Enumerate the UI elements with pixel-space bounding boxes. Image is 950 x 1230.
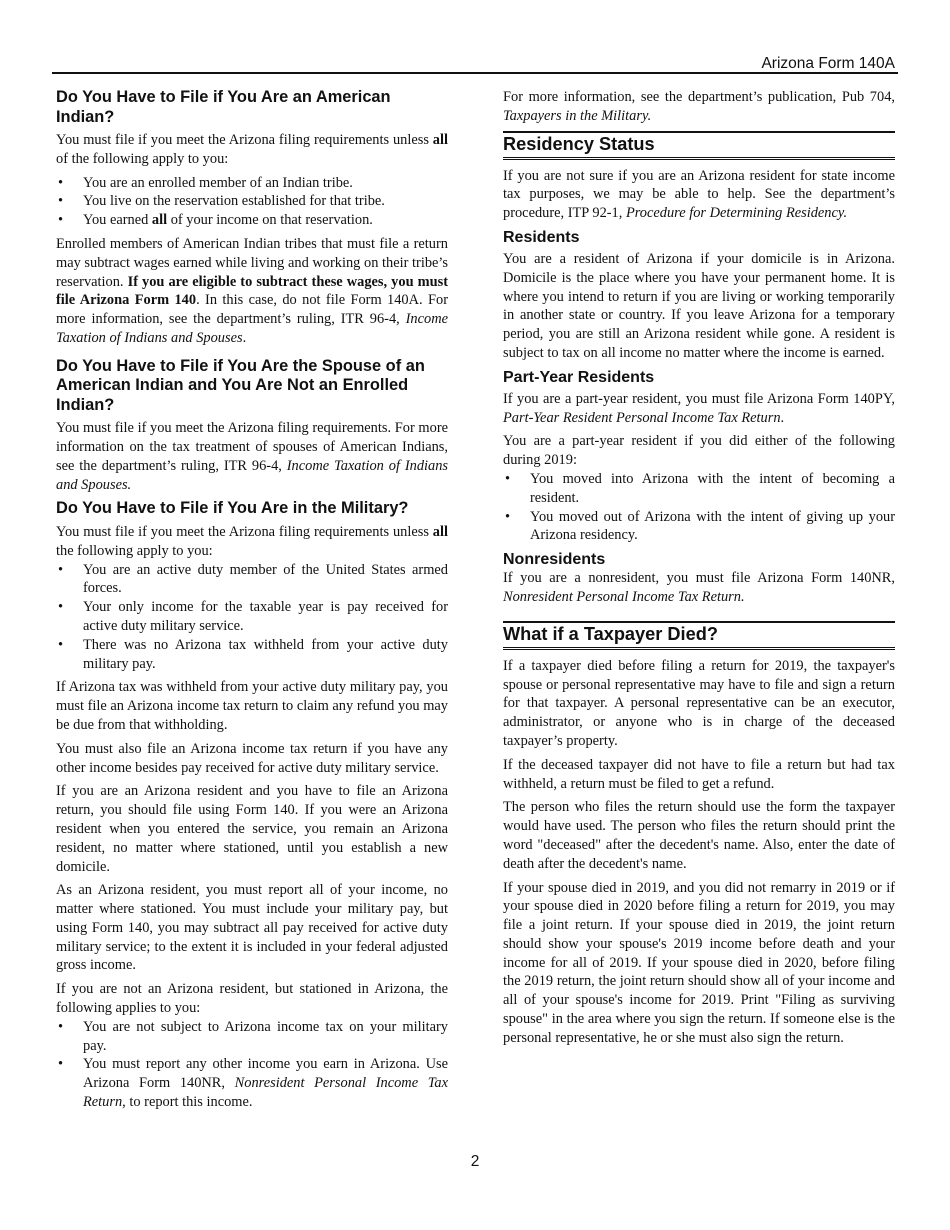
right-column: [503, 88, 895, 1053]
list-item: • You must report any other income you earn in Arizona. Use Arizona Form 140NR, Nonresident Personal Income Tax Return, to report this income.: [56, 1055, 448, 1111]
list-item: • You earned all of your income on that reservation.: [56, 211, 448, 230]
residents-paragraph: You are a resident of Arizona if your domicile is in Arizona. Domicile is the place where you have your permanent home. It is where you intend to return if you are living or working temporarily in another state or country. If you leave Arizona for a temporary period, you are still an Arizona resident while gone. A resident is subject to tax on all income no matter where the income is earned.: [503, 250, 895, 361]
military-heading: Do You Have to File if You Are in the Military?: [56, 499, 409, 518]
taxpayer-died-paragraph: The person who files the return should use the form the taxpayer would have used. The person who files the return should print the word "deceased" after the decedent's name. Also, enter the date of death after the decedent's name.: [503, 799, 895, 872]
spouse-paragraph: You must file if you meet the Arizona filing requirements. For more information on the tax treatment of spouses of American Indians, see the department’s ruling, ITR 96-4, Income Taxation of Indians and Spouses.: [56, 420, 449, 493]
taxpayer-died-heading: What if a Taxpayer Died?: [503, 621, 895, 650]
nonresidents-paragraph: If you are a nonresident, you must file Arizona Form 140NR, Nonresident Personal Income Tax Return.: [503, 570, 895, 605]
list-item: • You moved into Arizona with the intent of becoming a resident.: [503, 470, 895, 508]
nonresident-military-list: [56, 1018, 448, 1112]
military-intro: You must file if you meet the Arizona filing requirements unless all the following apply to you:: [56, 523, 448, 559]
part-year-list: [503, 470, 895, 545]
left-column: [56, 88, 448, 1117]
residency-status-heading: Residency Status: [503, 131, 895, 160]
list-item: • You moved out of Arizona with the intent of giving up your Arizona residency.: [503, 508, 895, 546]
list-item: • You are not subject to Arizona income tax on your military pay.: [56, 1018, 448, 1056]
list-item: • You are an enrolled member of an Indian tribe.: [56, 174, 448, 193]
header-rule: [52, 72, 898, 74]
taxpayer-died-paragraph: If your spouse died in 2019, and you did not remarry in 2019 or if your spouse died in 2020 before filing a return for 2019, you may file a joint return. If your spouse died in 2019, the joint return should show your spouse's 2019 income before death and your income for all of 2019. If your spouse died in 2020, before filing the 2019 return, the joint return should show all of your income and all of your spouse's income for 2019. Print "Filing as surviving spouse" in the area where you sign the return. If someone else is the personal representative, he or she must also sign the return.: [503, 879, 895, 1046]
part-year-paragraph: You are a part-year resident if you did either of the following during 2019:: [503, 433, 895, 469]
residency-paragraph: If you are not sure if you are an Arizona resident for state income tax purposes, we may be able to help. See the department’s procedure, ITP 92-1, Procedure for Determining Residency.: [503, 167, 895, 222]
american-indian-intro: You must file if you meet the Arizona filing requirements unless all of the following apply to you:: [56, 132, 448, 167]
nonresidents-heading: Nonresidents: [503, 551, 606, 569]
military-paragraph: If you are not an Arizona resident, but stationed in Arizona, the following applies to you:: [56, 981, 448, 1017]
military-paragraph: As an Arizona resident, you must report all of your income, no matter where stationed. You must include your military pay, but using Form 140, you may subtract all pay received for active duty military service; to the extent it is included in your federal adjusted gross income.: [56, 882, 448, 974]
american-indian-heading: Do You Have to File if You Are an American Indian?: [56, 88, 391, 126]
page-number: 2: [470, 1153, 480, 1170]
list-item: • You live on the reservation established for that tribe.: [56, 192, 448, 211]
list-item: • You are an active duty member of the United States armed forces.: [56, 561, 448, 599]
taxpayer-died-paragraph: If a taxpayer died before filing a return for 2019, the taxpayer's spouse or personal representative may have to file and sign a return for that taxpayer. A personal representative can be an executor, administrator, or anyone who is in charge of the deceased taxpayer’s property.: [503, 657, 895, 749]
part-year-paragraph: If you are a part-year resident, you must file Arizona Form 140PY, Part-Year Resident Personal Income Tax Return.: [503, 390, 895, 426]
military-publication-paragraph: For more information, see the department’s publication, Pub 704, Taxpayers in the Military.: [503, 89, 895, 124]
list-item: • There was no Arizona tax withheld from your active duty military pay.: [56, 636, 448, 674]
spouse-heading: Do You Have to File if You Are the Spouse of an American Indian and You Are Not an Enrolled Indian?: [56, 356, 425, 414]
military-paragraph: You must also file an Arizona income tax return if you have any other income besides pay received for active duty military service.: [56, 740, 448, 776]
list-item: • Your only income for the taxable year is pay received for active duty military service.: [56, 598, 448, 636]
form-title: Arizona Form 140A: [761, 55, 895, 72]
military-paragraph: If you are an Arizona resident and you have to file an Arizona return, you should file using Form 140. If you were an Arizona resident when you entered the service, you remain an Arizona resident, no matter where stationed, until you establish a new domicile.: [56, 783, 448, 875]
residents-heading: Residents: [503, 228, 580, 246]
military-paragraph: If Arizona tax was withheld from your active duty military pay, you must file an Arizona income tax return to claim any refund you may be due from that withholding.: [56, 679, 448, 733]
taxpayer-died-paragraph: If the deceased taxpayer did not have to file a return but had tax withheld, a return must be filed to get a refund.: [503, 756, 895, 792]
part-year-heading: Part-Year Residents: [503, 368, 655, 386]
american-indian-list: [56, 174, 448, 230]
american-indian-paragraph: Enrolled members of American Indian tribes that must file a return may subtract wages earned while living and working on their tribe’s reservation. If you are eligible to subtract these wages, you must file Arizona Form 140. In this case, do not file Form 140A. For more information, see the department’s ruling, ITR 96-4, Income Taxation of Indians and Spouses.: [56, 235, 449, 346]
military-list: [56, 561, 448, 674]
